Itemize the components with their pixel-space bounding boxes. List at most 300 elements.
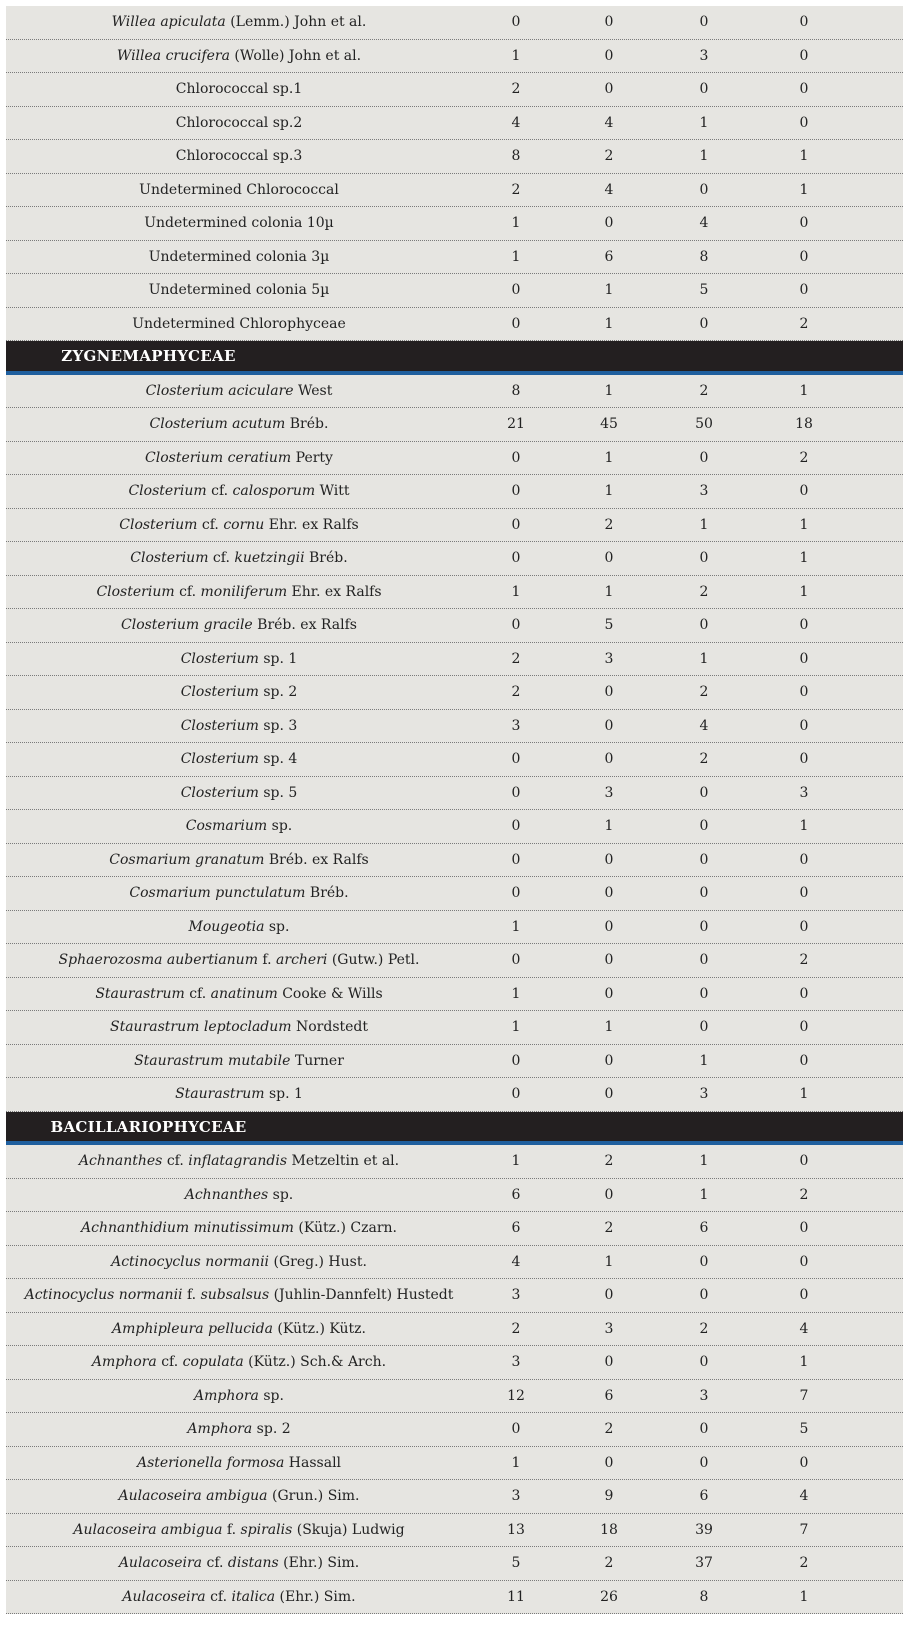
- taxon-name: [6, 777, 472, 810]
- table-row: [6, 1212, 903, 1246]
- count-cell: 2: [511, 1320, 521, 1337]
- taxon-scientific-name: Cosmarium punctulatum: [129, 885, 306, 901]
- taxon-authority: Bréb.: [304, 550, 348, 566]
- section-header: [6, 1112, 903, 1146]
- count-cell: 4: [511, 114, 521, 131]
- count-cell: 2: [604, 1220, 614, 1236]
- count-cell: 5: [699, 282, 709, 298]
- taxon-authority: Perty: [291, 449, 333, 466]
- count-cell: 3: [511, 1287, 521, 1303]
- count-cell: 1: [604, 583, 614, 600]
- taxon-authority: Undetermined Chlorophyceae: [132, 315, 346, 332]
- count-cell: 1: [799, 148, 809, 164]
- count-cell: 26: [600, 1588, 618, 1605]
- count-cell: 13: [507, 1521, 525, 1538]
- taxon-scientific-name: Mougeotia: [188, 918, 265, 935]
- count-cell: 0: [604, 14, 614, 30]
- count-cell: 8: [511, 382, 521, 399]
- table-row: [6, 877, 903, 911]
- taxon-scientific-name: Amphora: [194, 1387, 259, 1404]
- count-cell: 2: [699, 684, 709, 700]
- count-cell: 1: [604, 282, 614, 298]
- table-row: [6, 676, 903, 710]
- count-cell: 0: [604, 918, 614, 935]
- count-cell: 8: [699, 248, 709, 265]
- table-row: [6, 609, 903, 643]
- table-row: [6, 73, 903, 107]
- table-row: [6, 408, 903, 442]
- taxon-authority: Undetermined colonia 10µ: [144, 215, 334, 231]
- taxon-name: [6, 1179, 472, 1212]
- taxon-authority: Witt: [315, 483, 350, 499]
- taxon-authority: Hassall: [284, 1454, 342, 1471]
- count-cell: 0: [699, 1287, 709, 1303]
- species-count-table: [6, 6, 903, 1614]
- count-cell: 11: [507, 1588, 525, 1605]
- count-cell: 1: [511, 248, 521, 265]
- taxon-name: [6, 877, 472, 910]
- count-cell: 0: [799, 14, 809, 30]
- count-cell: 0: [799, 684, 809, 700]
- count-cell: 3: [699, 1387, 709, 1404]
- count-cell: 18: [795, 416, 813, 432]
- count-cell: 4: [511, 1253, 521, 1270]
- count-cell: 3: [604, 1320, 614, 1337]
- count-cell: 0: [604, 717, 614, 734]
- taxon-authority: (Ehr.) Sim.: [275, 1588, 356, 1605]
- taxon-scientific-name: Aulacoseira ambigua: [118, 1488, 268, 1504]
- count-cell: 0: [699, 1354, 709, 1370]
- count-cell: 0: [604, 1052, 614, 1069]
- count-cell: 0: [799, 47, 809, 64]
- count-cell: 3: [604, 784, 614, 801]
- count-cell: 1: [604, 1019, 614, 1035]
- taxon-scientific-name: italica: [231, 1588, 276, 1605]
- taxon-scientific-name: distans: [227, 1555, 279, 1571]
- count-cell: 2: [511, 650, 521, 667]
- count-cell: 1: [511, 215, 521, 231]
- count-cell: 0: [699, 449, 709, 466]
- table-row: [6, 1547, 903, 1581]
- count-cell: 0: [604, 47, 614, 64]
- table-row: [6, 1480, 903, 1514]
- taxon-name: [6, 375, 472, 408]
- count-cell: 2: [604, 516, 614, 533]
- table-row: [6, 475, 903, 509]
- taxon-authority: cf.: [206, 483, 233, 499]
- count-cell: 6: [511, 1186, 521, 1203]
- taxon-authority: (Skuja) Ludwig: [292, 1521, 405, 1538]
- taxon-scientific-name: copulata: [182, 1354, 244, 1370]
- taxon-authority: Bréb.: [285, 416, 329, 432]
- table-row: [6, 174, 903, 208]
- count-cell: 50: [695, 416, 713, 432]
- taxon-scientific-name: Closterium acutum: [149, 416, 286, 432]
- count-cell: 0: [799, 1052, 809, 1069]
- taxon-name: [6, 710, 472, 743]
- taxon-scientific-name: archeri: [276, 952, 328, 968]
- taxon-authority: Turner: [290, 1052, 344, 1069]
- count-cell: 1: [699, 1153, 709, 1169]
- count-cell: 0: [511, 952, 521, 968]
- count-cell: 0: [799, 851, 809, 868]
- taxon-scientific-name: Closterium: [130, 550, 209, 566]
- taxon-authority: sp. 2: [258, 684, 298, 700]
- taxon-authority: sp. 1: [258, 650, 298, 667]
- taxon-name: [6, 810, 472, 843]
- count-cell: 0: [604, 985, 614, 1002]
- taxon-scientific-name: Staurastrum leptocladum: [109, 1019, 292, 1035]
- table-row: [6, 978, 903, 1012]
- taxon-scientific-name: Asterionella formosa: [136, 1454, 285, 1471]
- table-row: [6, 1011, 903, 1045]
- count-cell: 1: [604, 1253, 614, 1270]
- taxon-authority: (Greg.) Hust.: [269, 1253, 367, 1270]
- table-row: [6, 542, 903, 576]
- table-row: [6, 1447, 903, 1481]
- taxon-authority: cf.: [156, 1354, 183, 1370]
- taxon-name: [6, 1145, 472, 1178]
- count-cell: 0: [699, 617, 709, 633]
- count-cell: 0: [604, 885, 614, 901]
- count-cell: 0: [799, 1253, 809, 1270]
- table-row: [6, 576, 903, 610]
- taxon-name: [6, 978, 472, 1011]
- count-cell: 9: [604, 1488, 614, 1504]
- count-cell: 0: [699, 784, 709, 801]
- taxon-scientific-name: Actinocyclus normanii: [111, 1253, 270, 1270]
- taxon-name: [6, 944, 472, 977]
- taxon-authority: Cooke & Wills: [277, 985, 383, 1002]
- table-row: [6, 810, 903, 844]
- taxon-scientific-name: Staurastrum: [175, 1086, 265, 1102]
- table-row: [6, 1279, 903, 1313]
- count-cell: 4: [799, 1488, 809, 1504]
- count-cell: 5: [511, 1555, 521, 1571]
- taxon-scientific-name: Willea apiculata: [111, 14, 226, 30]
- taxon-scientific-name: Aulacoseira ambigua: [73, 1521, 223, 1538]
- count-cell: 0: [511, 885, 521, 901]
- count-cell: 0: [511, 550, 521, 566]
- count-cell: 0: [511, 1086, 521, 1102]
- count-cell: 0: [511, 617, 521, 633]
- taxon-name: [6, 1313, 472, 1346]
- table-row: [6, 107, 903, 141]
- count-cell: 1: [699, 114, 709, 131]
- taxon-authority: sp. 1: [264, 1086, 303, 1102]
- taxon-name: [6, 509, 472, 542]
- table-row: [6, 844, 903, 878]
- count-cell: 21: [507, 416, 525, 432]
- count-cell: 0: [799, 114, 809, 131]
- count-cell: 1: [799, 382, 809, 399]
- count-cell: 1: [511, 47, 521, 64]
- count-cell: 0: [699, 818, 709, 834]
- count-cell: 0: [699, 81, 709, 97]
- taxon-name: [6, 442, 472, 475]
- taxon-authority: sp.: [258, 1387, 284, 1404]
- count-cell: 3: [511, 717, 521, 734]
- taxon-authority: sp.: [264, 918, 290, 935]
- taxon-authority: cf.: [205, 1588, 232, 1605]
- taxon-name: [6, 1078, 472, 1111]
- count-cell: 0: [699, 985, 709, 1002]
- taxon-scientific-name: Closterium: [180, 784, 259, 801]
- count-cell: 4: [604, 181, 614, 198]
- taxon-scientific-name: Closterium gracile: [121, 617, 253, 633]
- count-cell: 0: [799, 248, 809, 265]
- count-cell: 1: [699, 516, 709, 533]
- taxon-name: [6, 844, 472, 877]
- table-row: [6, 40, 903, 74]
- taxon-name: [6, 408, 472, 441]
- count-cell: 1: [799, 1086, 809, 1102]
- table-row: [6, 207, 903, 241]
- table-row: [6, 1514, 903, 1548]
- taxon-name: [6, 308, 472, 341]
- count-cell: 2: [799, 1555, 809, 1571]
- taxon-scientific-name: inflatagrandis: [188, 1153, 288, 1169]
- taxon-authority: f.: [182, 1287, 201, 1303]
- taxon-authority: (Grun.) Sim.: [267, 1488, 360, 1504]
- taxon-authority: sp.: [268, 1186, 294, 1203]
- taxon-name: [6, 576, 472, 609]
- taxon-scientific-name: Closterium: [96, 583, 175, 600]
- taxon-scientific-name: Aulacoseira: [118, 1555, 203, 1571]
- taxon-scientific-name: kuetzingii: [234, 550, 305, 566]
- section-label: ZYGNEMAPHYCEAE: [61, 347, 236, 365]
- taxon-scientific-name: subsalsus: [200, 1287, 270, 1303]
- count-cell: 0: [699, 918, 709, 935]
- count-cell: 2: [699, 751, 709, 767]
- count-cell: 3: [699, 1086, 709, 1102]
- table-row: [6, 1179, 903, 1213]
- count-cell: 2: [511, 181, 521, 198]
- taxon-authority: sp. 3: [258, 717, 298, 734]
- taxon-authority: Undetermined colonia 3µ: [148, 248, 330, 265]
- taxon-scientific-name: Achnanthidium minutissimum: [81, 1220, 294, 1236]
- count-cell: 6: [604, 248, 614, 265]
- taxon-authority: sp.: [267, 818, 293, 834]
- count-cell: 0: [511, 14, 521, 30]
- count-cell: 0: [799, 282, 809, 298]
- taxon-scientific-name: Cosmarium granatum: [109, 851, 265, 868]
- count-cell: 4: [699, 717, 709, 734]
- table-row: [6, 308, 903, 342]
- taxon-name: [6, 1346, 472, 1379]
- count-cell: 1: [511, 918, 521, 935]
- count-cell: 2: [699, 583, 709, 600]
- taxon-name: [6, 911, 472, 944]
- count-cell: 0: [699, 1454, 709, 1471]
- count-cell: 5: [799, 1421, 809, 1437]
- table-row: [6, 6, 903, 40]
- count-cell: 0: [511, 516, 521, 533]
- table-row: [6, 442, 903, 476]
- taxon-authority: Undetermined Chlorococcal: [139, 181, 339, 198]
- taxon-authority: sp. 5: [258, 784, 298, 801]
- count-cell: 37: [695, 1555, 713, 1571]
- count-cell: 2: [699, 1320, 709, 1337]
- taxon-name: [6, 643, 472, 676]
- taxon-name: [6, 1011, 472, 1044]
- count-cell: 3: [604, 650, 614, 667]
- count-cell: 1: [799, 516, 809, 533]
- count-cell: 1: [699, 650, 709, 667]
- count-cell: 1: [699, 1052, 709, 1069]
- taxon-scientific-name: Staurastrum mutabile: [134, 1052, 291, 1069]
- count-cell: 5: [604, 617, 614, 633]
- count-cell: 1: [799, 181, 809, 198]
- count-cell: 2: [799, 315, 809, 332]
- taxon-authority: (Ehr.) Sim.: [278, 1555, 360, 1571]
- count-cell: 1: [604, 818, 614, 834]
- taxon-name: [6, 140, 472, 173]
- count-cell: 0: [799, 483, 809, 499]
- count-cell: 2: [604, 1421, 614, 1437]
- taxon-name: [6, 241, 472, 274]
- table-row: [6, 710, 903, 744]
- taxon-scientific-name: Achnanthes: [184, 1186, 269, 1203]
- taxon-scientific-name: Staurastrum: [95, 985, 185, 1002]
- count-cell: 0: [699, 1421, 709, 1437]
- taxon-authority: cf.: [174, 583, 201, 600]
- count-cell: 0: [511, 315, 521, 332]
- count-cell: 1: [511, 1153, 521, 1169]
- count-cell: 0: [604, 215, 614, 231]
- count-cell: 0: [604, 1287, 614, 1303]
- taxon-name: [6, 1279, 472, 1312]
- count-cell: 0: [799, 985, 809, 1002]
- table-row: [6, 1346, 903, 1380]
- count-cell: 2: [799, 1186, 809, 1203]
- count-cell: 4: [699, 215, 709, 231]
- count-cell: 0: [604, 1086, 614, 1102]
- taxon-authority: cf.: [197, 516, 224, 533]
- count-cell: 0: [511, 751, 521, 767]
- count-cell: 4: [604, 114, 614, 131]
- count-cell: 45: [600, 416, 618, 432]
- count-cell: 0: [511, 449, 521, 466]
- table-row: [6, 944, 903, 978]
- taxon-authority: Bréb. ex Ralfs: [264, 851, 369, 868]
- count-cell: 1: [699, 1186, 709, 1203]
- taxon-scientific-name: spiralis: [240, 1521, 293, 1538]
- table-row: [6, 643, 903, 677]
- taxon-scientific-name: Closterium: [180, 717, 259, 734]
- table-row: [6, 375, 903, 409]
- count-cell: 0: [699, 550, 709, 566]
- taxon-authority: (Kütz.) Sch.& Arch.: [243, 1354, 387, 1370]
- taxon-authority: cf.: [208, 550, 235, 566]
- taxon-authority: (Kütz.) Kütz.: [272, 1320, 366, 1337]
- taxon-authority: Chlorococcal sp.2: [175, 114, 303, 131]
- count-cell: 1: [604, 382, 614, 399]
- count-cell: 0: [604, 1186, 614, 1203]
- count-cell: 0: [604, 1454, 614, 1471]
- count-cell: 1: [799, 1354, 809, 1370]
- count-cell: 0: [799, 81, 809, 97]
- taxon-scientific-name: Cosmarium: [185, 818, 268, 834]
- section-label: BACILLARIOPHYCEAE: [50, 1117, 247, 1136]
- count-cell: 0: [511, 1052, 521, 1069]
- count-cell: 7: [799, 1387, 809, 1404]
- count-cell: 0: [604, 1354, 614, 1370]
- count-cell: 2: [604, 148, 614, 164]
- taxon-name: [6, 475, 472, 508]
- count-cell: 0: [511, 1421, 521, 1437]
- taxon-name: [6, 1547, 472, 1580]
- taxon-name: [6, 207, 472, 240]
- table-row: [6, 1078, 903, 1112]
- count-cell: 0: [799, 650, 809, 667]
- count-cell: 0: [799, 215, 809, 231]
- taxon-authority: Bréb.: [305, 885, 349, 901]
- count-cell: 2: [604, 1555, 614, 1571]
- count-cell: 0: [799, 717, 809, 734]
- count-cell: 0: [699, 1019, 709, 1035]
- taxon-scientific-name: Amphora: [91, 1354, 157, 1370]
- count-cell: 6: [511, 1220, 521, 1236]
- count-cell: 0: [511, 851, 521, 868]
- taxon-name: [6, 274, 472, 307]
- taxon-scientific-name: Closterium ceratium: [145, 449, 292, 466]
- count-cell: 0: [511, 483, 521, 499]
- taxon-name: [6, 542, 472, 575]
- table-row: [6, 1246, 903, 1280]
- taxon-authority: cf.: [162, 1153, 189, 1169]
- count-cell: 1: [799, 1588, 809, 1605]
- count-cell: 0: [699, 181, 709, 198]
- taxon-name: [6, 1212, 472, 1245]
- count-cell: 8: [511, 148, 521, 164]
- taxon-authority: sp. 4: [258, 751, 298, 767]
- table-row: [6, 1413, 903, 1447]
- count-cell: 7: [799, 1521, 809, 1538]
- taxon-name: [6, 107, 472, 140]
- count-cell: 1: [604, 315, 614, 332]
- taxon-authority: cf.: [184, 985, 211, 1002]
- count-cell: 0: [799, 918, 809, 935]
- count-cell: 1: [604, 449, 614, 466]
- taxon-scientific-name: Closterium: [180, 751, 259, 767]
- table-row: [6, 1045, 903, 1079]
- count-cell: 0: [511, 282, 521, 298]
- count-cell: 1: [511, 1454, 521, 1471]
- count-cell: 0: [799, 1019, 809, 1035]
- count-cell: 2: [604, 1153, 614, 1169]
- taxon-authority: Chlorococcal sp.1: [175, 81, 303, 97]
- count-cell: 2: [799, 449, 809, 466]
- count-cell: 0: [511, 818, 521, 834]
- taxon-scientific-name: Closterium: [119, 516, 198, 533]
- count-cell: 1: [699, 148, 709, 164]
- table-row: [6, 1313, 903, 1347]
- count-cell: 3: [699, 483, 709, 499]
- taxon-name: [6, 743, 472, 776]
- taxon-scientific-name: calosporum: [232, 483, 316, 499]
- count-cell: 3: [511, 1488, 521, 1504]
- count-cell: 0: [699, 885, 709, 901]
- taxon-scientific-name: Achnanthes: [78, 1153, 163, 1169]
- count-cell: 6: [699, 1220, 709, 1236]
- count-cell: 0: [799, 885, 809, 901]
- count-cell: 0: [699, 952, 709, 968]
- count-cell: 0: [699, 1253, 709, 1270]
- taxon-authority: f.: [257, 952, 277, 968]
- count-cell: 0: [604, 81, 614, 97]
- taxon-name: [6, 609, 472, 642]
